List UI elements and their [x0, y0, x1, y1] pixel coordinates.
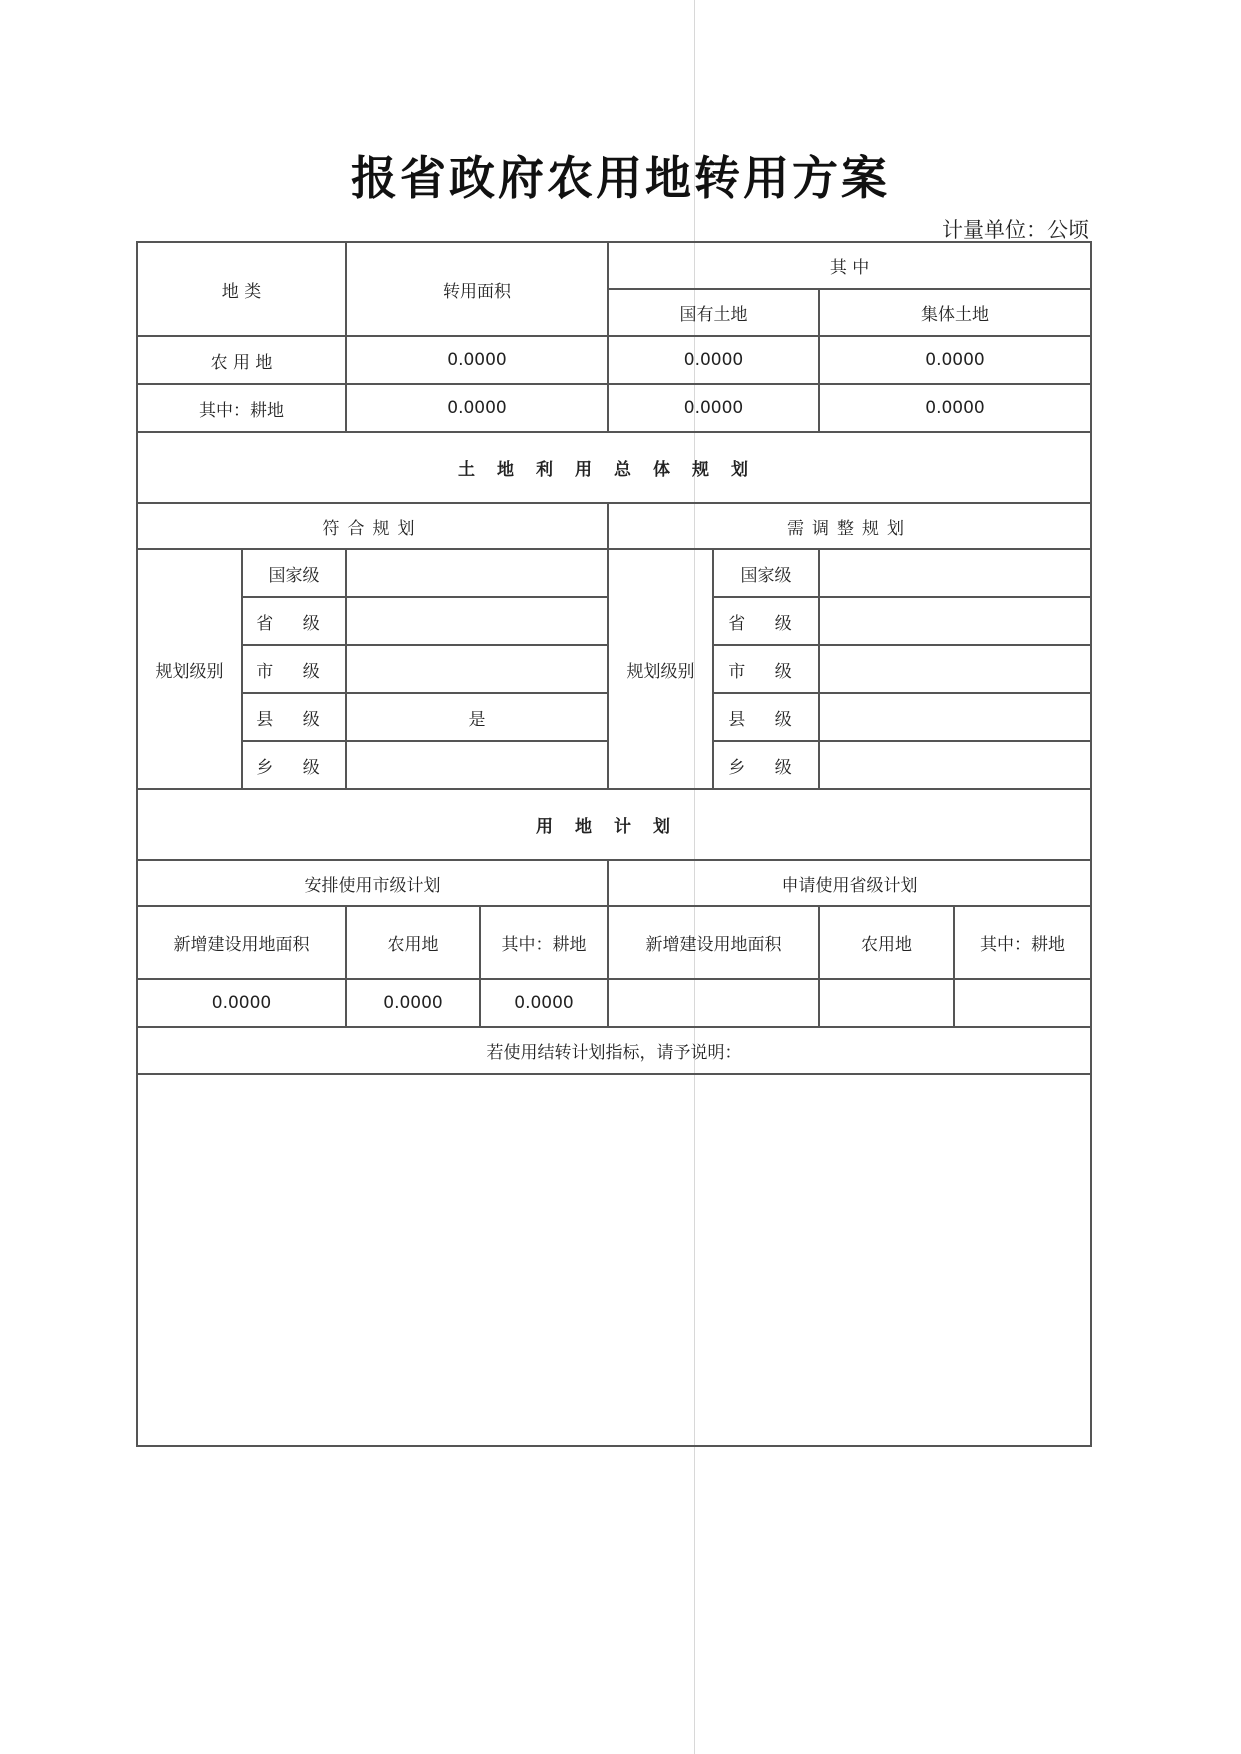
- compliant-level-name: 县 级: [242, 693, 346, 741]
- compliant-level-name: 乡 级: [242, 741, 346, 789]
- cultivated-collective-land: 0.0000: [819, 384, 1091, 432]
- adjust-level-name: 县 级: [713, 693, 819, 741]
- adjust-level-value: [819, 597, 1091, 645]
- adjust-level-value: [819, 549, 1091, 597]
- city-col-cultivated: 其中：耕地: [480, 906, 608, 979]
- compliant-level-value: [346, 549, 608, 597]
- section-title-land-use-plan: 土地利用总体规划: [137, 432, 1091, 503]
- header-state-land: 国有土地: [608, 289, 819, 336]
- remarks-prompt: 若使用结转计划指标，请予说明：: [137, 1027, 1091, 1074]
- province-new-construction-value: [608, 979, 819, 1027]
- header-province-plan: 申请使用省级计划: [608, 860, 1091, 906]
- city-new-construction-value: 0.0000: [137, 979, 346, 1027]
- header-land-type: 地 类: [137, 242, 346, 336]
- header-collective-land: 集体土地: [819, 289, 1091, 336]
- table-row: [137, 384, 1091, 432]
- adjust-level-value: [819, 693, 1091, 741]
- header-needs-adjustment: 需调整规划: [608, 503, 1091, 549]
- header-of-which: 其 中: [608, 242, 1091, 289]
- province-farmland-value: [819, 979, 954, 1027]
- farmland-collective-land: 0.0000: [819, 336, 1091, 384]
- farmland-state-land: 0.0000: [608, 336, 819, 384]
- compliant-level-name: 省 级: [242, 597, 346, 645]
- farmland-converted-area: 0.0000: [346, 336, 608, 384]
- province-col-farmland: 农用地: [819, 906, 954, 979]
- province-col-cultivated: 其中：耕地: [954, 906, 1091, 979]
- cultivated-converted-area: 0.0000: [346, 384, 608, 432]
- adjust-level-name: 乡 级: [713, 741, 819, 789]
- compliant-level-name: 市 级: [242, 645, 346, 693]
- compliant-level-value: [346, 645, 608, 693]
- header-converted-area: 转用面积: [346, 242, 608, 336]
- measurement-unit: 计量单位：公顷: [942, 218, 1089, 242]
- city-col-farmland: 农用地: [346, 906, 480, 979]
- table-row: [137, 979, 1091, 1027]
- compliant-level-value: [346, 597, 608, 645]
- conversion-form-table: [136, 241, 1092, 1447]
- adjust-level-name: 国家级: [713, 549, 819, 597]
- city-col-new-construction: 新增建设用地面积: [137, 906, 346, 979]
- adjust-level-name: 市 级: [713, 645, 819, 693]
- adjust-level-value: [819, 645, 1091, 693]
- table-row: [137, 336, 1091, 384]
- row-label-cultivated: 其中：耕地: [137, 384, 346, 432]
- adjust-level-value: [819, 741, 1091, 789]
- city-farmland-value: 0.0000: [346, 979, 480, 1027]
- adjust-level-name: 省 级: [713, 597, 819, 645]
- compliant-level-value: [346, 741, 608, 789]
- table-row: [137, 549, 1091, 597]
- compliant-level-label: 规划级别: [137, 549, 242, 789]
- province-cultivated-value: [954, 979, 1091, 1027]
- cultivated-state-land: 0.0000: [608, 384, 819, 432]
- row-label-farmland: 农 用 地: [137, 336, 346, 384]
- province-col-new-construction: 新增建设用地面积: [608, 906, 819, 979]
- header-compliant: 符合规划: [137, 503, 608, 549]
- remarks-content: [137, 1074, 1091, 1446]
- adjust-level-label: 规划级别: [608, 549, 713, 789]
- compliant-level-value: 是: [346, 693, 608, 741]
- header-city-plan: 安排使用市级计划: [137, 860, 608, 906]
- compliant-level-name: 国家级: [242, 549, 346, 597]
- city-cultivated-value: 0.0000: [480, 979, 608, 1027]
- document-title: 报省政府农用地转用方案: [351, 151, 890, 205]
- section-title-land-plan: 用地计划: [137, 789, 1091, 860]
